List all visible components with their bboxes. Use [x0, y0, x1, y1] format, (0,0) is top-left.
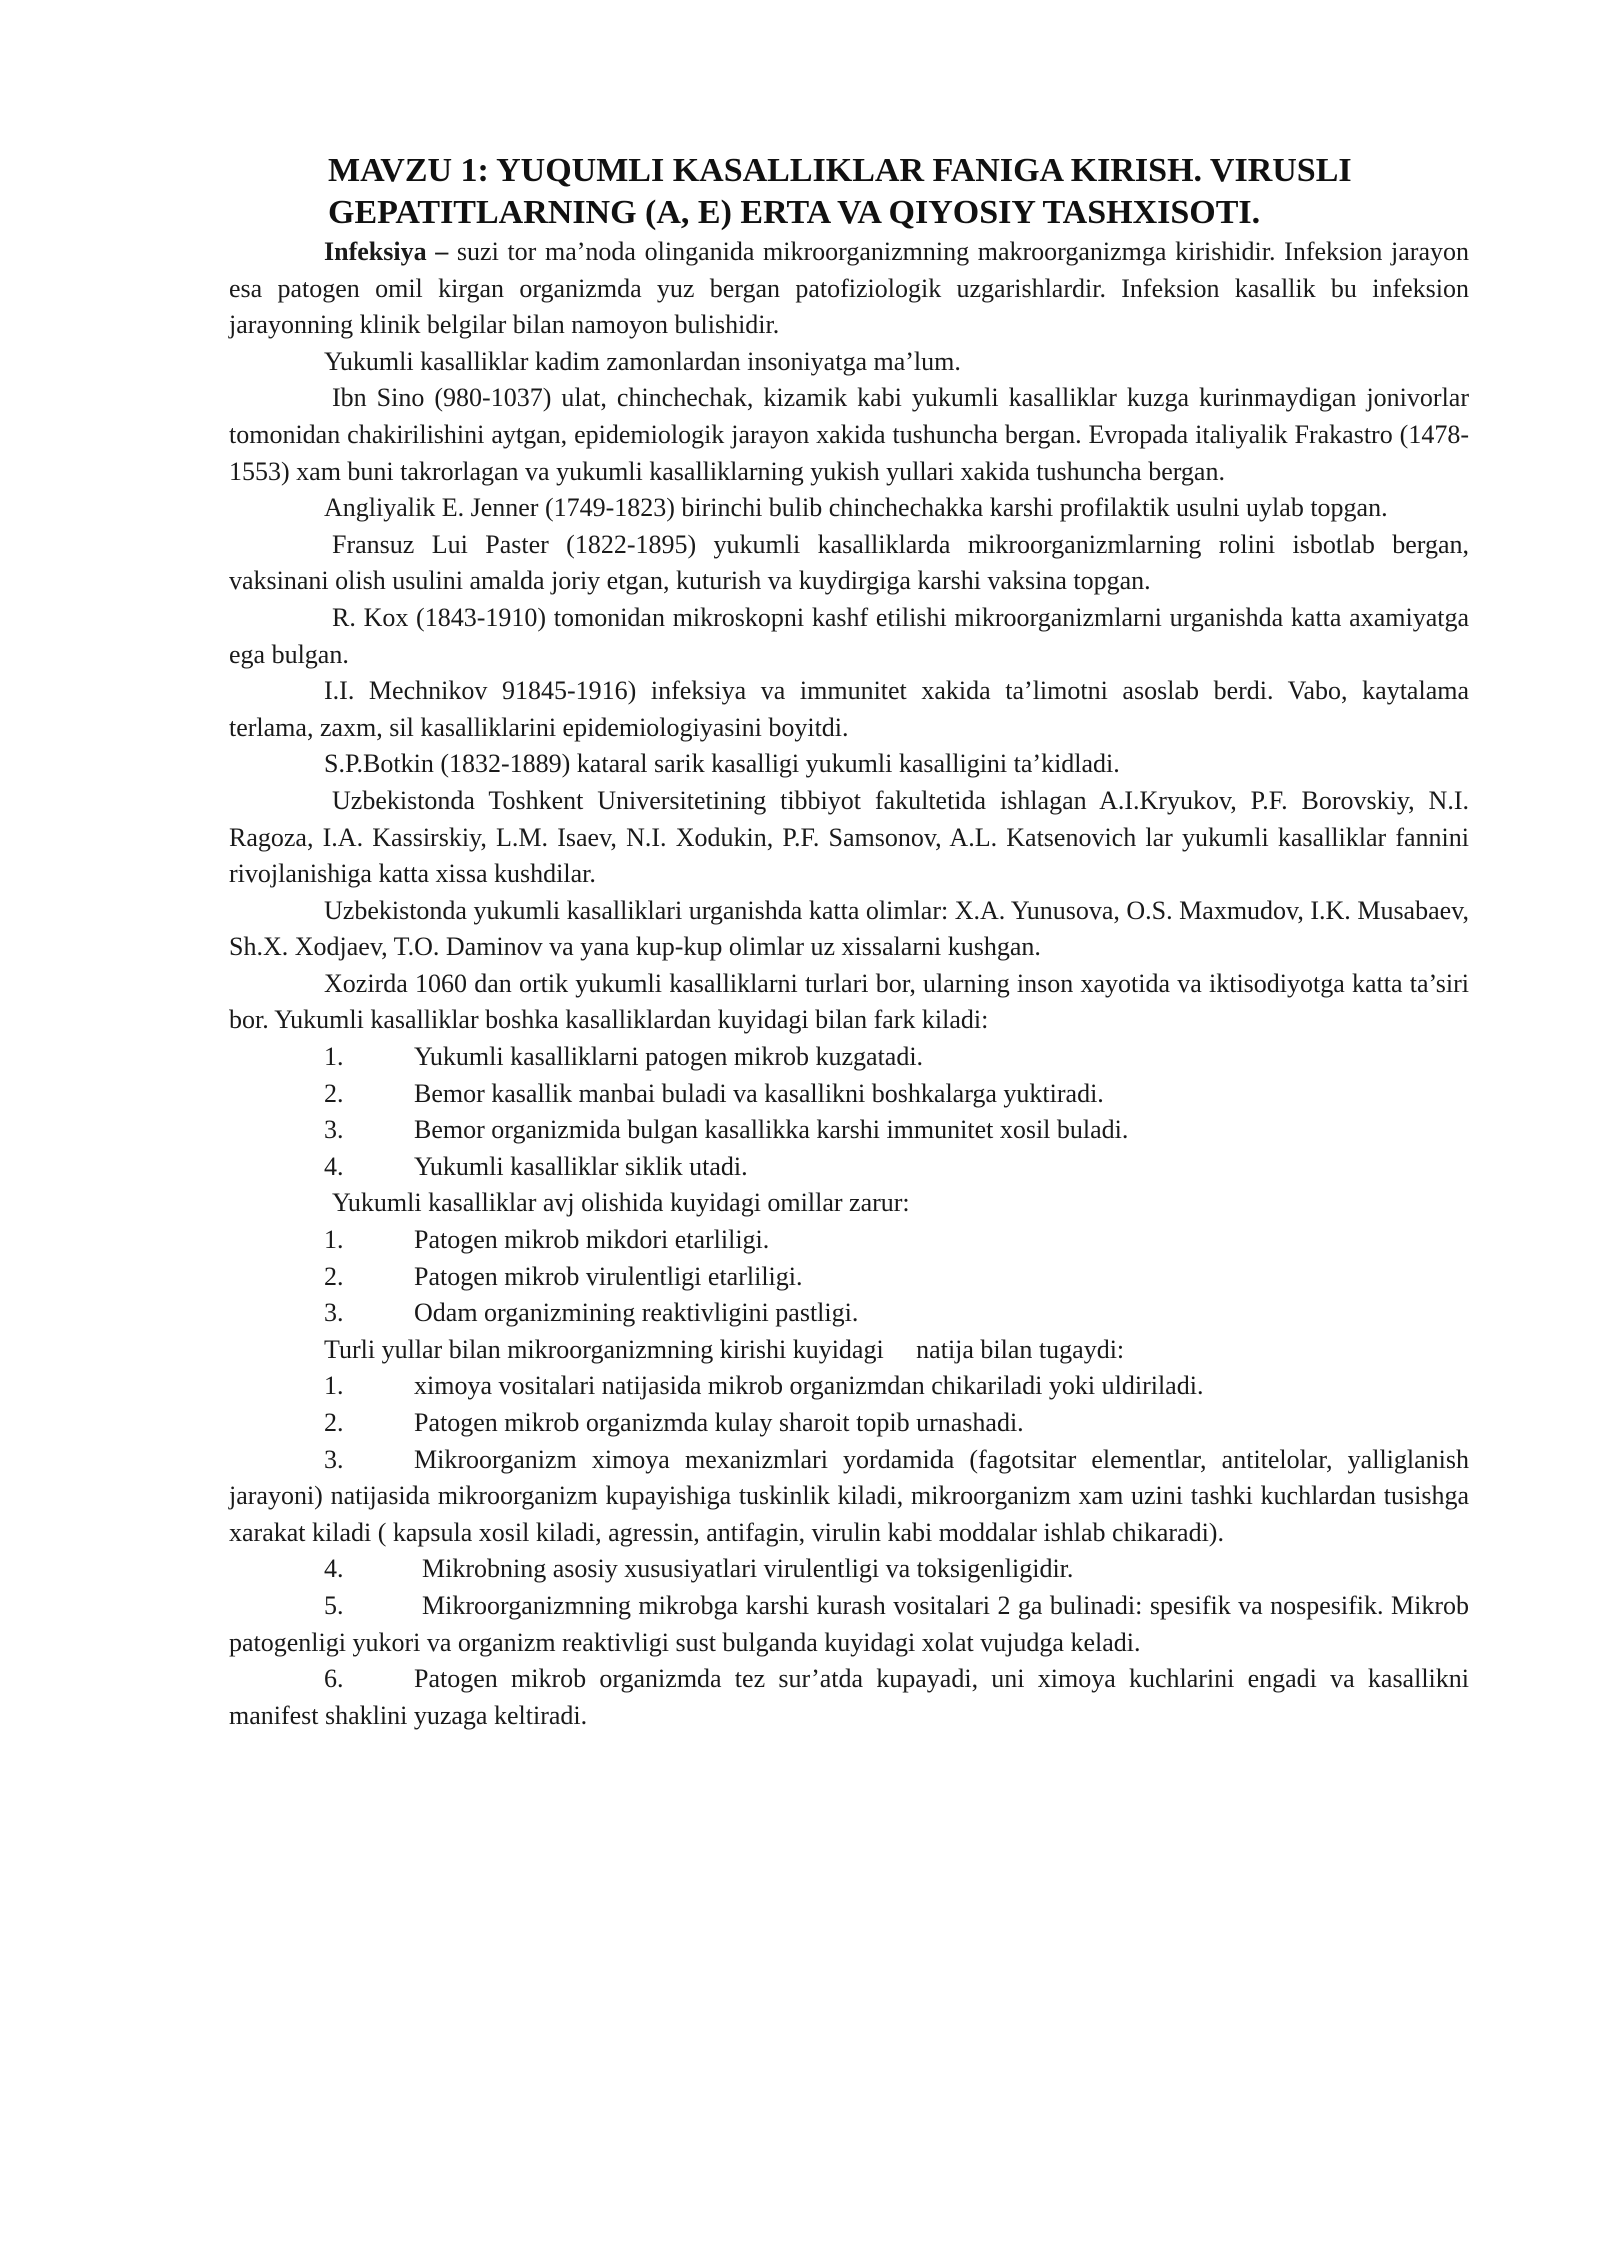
list-outcomes — [229, 1368, 1469, 1734]
list-item — [229, 1039, 1469, 1076]
list-text: Patogen mikrob organizmda tez sur’atda kupayadi, uni ximoya kuchlarini engadi va kasallikni manifest shaklini yuzaga keltiradi. — [229, 1664, 1469, 1730]
list-item — [229, 1076, 1469, 1113]
paragraph: Xozirda 1060 dan ortik yukumli kasalliklarni turlari bor, ularning inson xayotida va iktisodiyotga katta ta’siri bor. Yukumli kasalliklar boshka kasalliklardan kuyidagi bilan fark kiladi: — [229, 968, 1469, 1035]
paragraph: R. Kox (1843-1910) tomonidan mikroskopni kashf etilishi mikroorganizmlarni urganishda katta axamiyatga ega bulgan. — [229, 602, 1469, 669]
list-item — [229, 1295, 1469, 1332]
document-page — [229, 150, 1469, 1734]
paragraph: Yukumli kasalliklar kadim zamonlardan insoniyatga ma’lum. — [324, 346, 961, 376]
list-number: 4. — [324, 1151, 344, 1181]
intro-paragraph — [229, 234, 1469, 344]
list-item — [229, 1405, 1469, 1442]
list-text: Mikroorganizmning mikrobga karshi kurash vositalari 2 ga bulinadi: spesifik va nospesifik. Mikrob patogenligi yukori va organizm reaktivligi sust bulganda kuyidagi xolat vujudga keladi. — [229, 1590, 1469, 1657]
list-number: 2. — [324, 1078, 344, 1108]
list-differences — [229, 1039, 1469, 1185]
list-item — [229, 1149, 1469, 1186]
paragraph: Yukumli kasalliklar avj olishida kuyidagi omillar zarur: — [332, 1188, 910, 1218]
list-number: 3. — [324, 1115, 344, 1145]
list-item — [229, 1588, 1469, 1661]
paragraph: Turli yullar bilan mikroorganizmning kirishi kuyidagi natija bilan tugaydi: — [324, 1334, 1125, 1364]
list-number: 6. — [324, 1664, 344, 1694]
list-number: 1. — [324, 1371, 344, 1401]
list-text: Yukumli kasalliklarni patogen mikrob kuzgatadi. — [414, 1042, 924, 1072]
page-title: MAVZU 1: YUQUMLI KASALLIKLAR FANIGA KIRISH. VIRUSLI GEPATITLARNING (A, E) ERTA VA QIYOSIY TASHXISOTI. — [328, 152, 1352, 231]
list-text: Patogen mikrob mikdori etarliligi. — [414, 1225, 770, 1255]
list-item — [229, 1112, 1469, 1149]
list-number: 1. — [324, 1225, 344, 1255]
paragraph: Uzbekistonda yukumli kasalliklari urganishda katta olimlar: X.A. Yunusova, O.S. Maxmudov, I.K. Musabaev, Sh.X. Xodjaev, T.O. Daminov va yana kup-kup olimlar uz xissalarni kushgan. — [229, 895, 1469, 962]
list-item — [229, 1368, 1469, 1405]
list-item — [229, 1259, 1469, 1296]
intro-text: suzi tor ma’noda olinganida mikroorganizmning makroorganizmga kirishidir. Infeksion jarayon esa patogen omil kirgan organizmda yuz bergan patofiziologik uzgarishlardir. Infeksion kasallik bu infeksion jarayonning klinik belgilar bilan namoyon bulishidir. — [229, 237, 1469, 340]
list-factors — [229, 1222, 1469, 1332]
list-item — [229, 1222, 1469, 1259]
list-item — [229, 1442, 1469, 1552]
paragraph: I.I. Mechnikov 91845-1916) infeksiya va immunitet xakida ta’limotni asoslab berdi. Vabo, kaytalama terlama, zaxm, sil kasalliklarini epidemiologiyasini boyitdi. — [229, 676, 1469, 742]
paragraph: Fransuz Lui Paster (1822-1895) yukumli kasalliklarda mikroorganizmlarning rolini isbotlab bergan, vaksinani olish usulini amalda joriy etgan, kuturish va kuydirgiga karshi vaksina topgan. — [229, 529, 1469, 596]
list-number: 3. — [324, 1444, 344, 1474]
list-text: Mikrobning asosiy xususiyatlari virulentligi va toksigenligidir. — [422, 1554, 1074, 1584]
list-number: 2. — [324, 1408, 344, 1437]
paragraph: Uzbekistonda Toshkent Universitetining tibbiyot fakultetida ishlagan A.I.Kryukov, P.F. Borovskiy, N.I. Ragoza, I.A. Kassirskiy, L.M. Isaev, N.I. Xodukin, P.F. Samsonov, A.L. Katsenovich lar yukumli kasalliklar fannini rivojlanishiga katta xissa kushdilar. — [229, 785, 1469, 889]
list-item — [229, 1551, 1469, 1588]
list-text: Yukumli kasalliklar siklik utadi. — [414, 1151, 748, 1181]
list-text: Patogen mikrob virulentligi etarliligi. — [414, 1261, 803, 1291]
list-text: Bemor organizmida bulgan kasallikka karshi immunitet xosil buladi. — [414, 1115, 1129, 1145]
list-number: 5. — [324, 1590, 344, 1620]
list-text: Mikroorganizm ximoya mexanizmlari yordamida (fagotsitar elementlar, antitelolar, yalliglanish jarayoni) natijasida mikroorganizm kupayishiga tuskinlik kiladi, mikroorganizm xam uzini tashki kuchlardan tusishga xarakat kiladi ( kapsula xosil kiladi, agressin, antifagin, virulin kabi moddalar ishlab chikaradi). — [229, 1444, 1469, 1547]
paragraph: Angliyalik E. Jenner (1749-1823) birinchi bulib chinchechakka karshi profilaktik usulni uylab topgan. — [324, 493, 1388, 523]
list-text: Patogen mikrob organizmda kulay sharoit topib urnashadi. — [414, 1408, 1024, 1437]
list-number: 4. — [324, 1554, 344, 1584]
list-text: Bemor kasallik manbai buladi va kasallikni boshkalarga yuktiradi. — [414, 1078, 1104, 1108]
list-item — [229, 1661, 1469, 1734]
list-number: 2. — [324, 1261, 344, 1291]
list-text: Odam organizmining reaktivligini pastligi. — [414, 1298, 859, 1328]
paragraph: Ibn Sino (980-1037) ulat, chinchechak, kizamik kabi yukumli kasalliklar kuzga kurinmaydigan jonivorlar tomonidan chakirilishini aytgan, epidemiologik jarayon xakida tushuncha bergan. Evropada italiyalik Frakastro (1478-1553) xam buni takrorlagan va yukumli kasalliklarning yukish yullari xakida tushuncha bergan. — [229, 383, 1469, 486]
list-number: 1. — [324, 1042, 344, 1072]
intro-term: Infeksiya – — [324, 237, 449, 266]
list-text: ximoya vositalari natijasida mikrob organizmdan chikariladi yoki uldiriladi. — [414, 1371, 1204, 1401]
paragraph: S.P.Botkin (1832-1889) kataral sarik kasalligi yukumli kasalligini ta’kidladi. — [324, 749, 1120, 779]
list-number: 3. — [324, 1298, 344, 1328]
